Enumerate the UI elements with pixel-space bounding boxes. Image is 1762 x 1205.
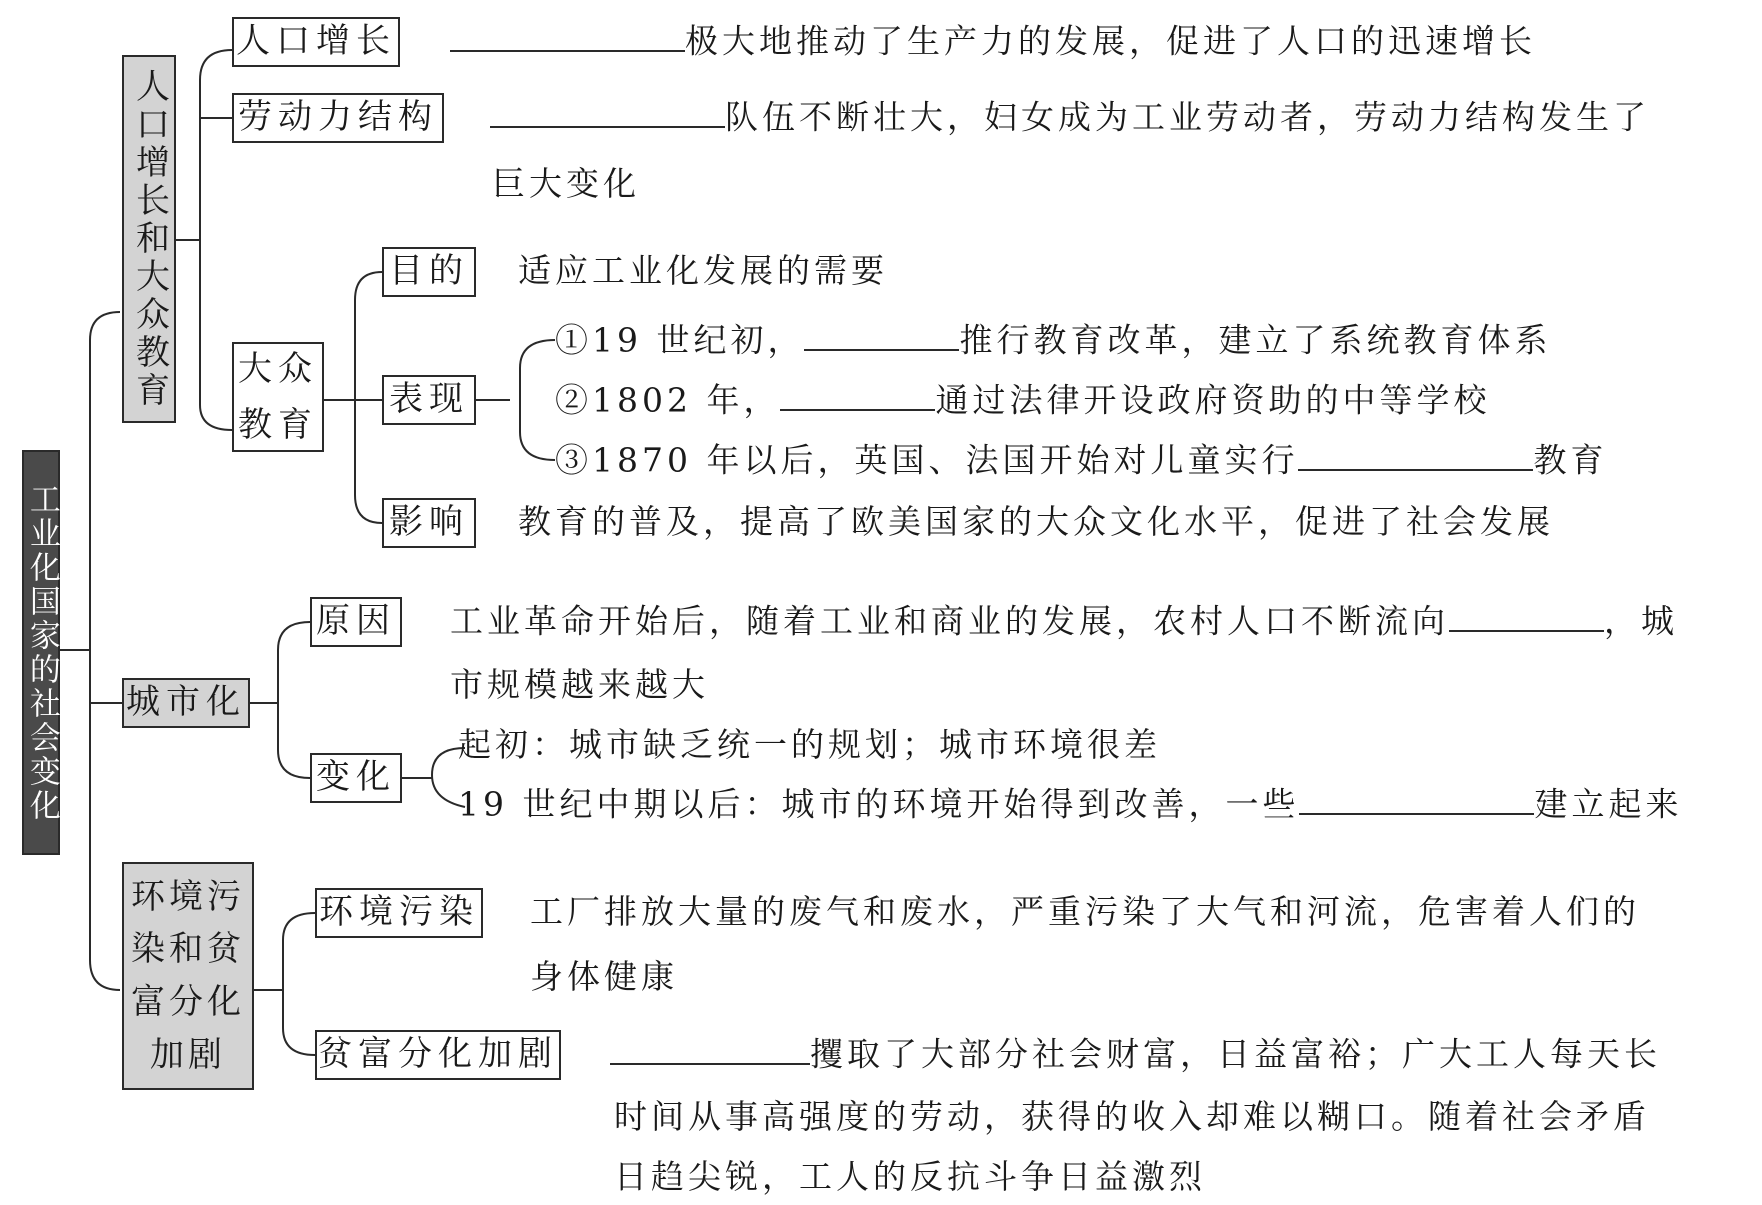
labor-structure-node <box>232 93 444 143</box>
cause-node <box>310 597 402 647</box>
cause-label: 原因 <box>316 601 396 642</box>
population-growth-label: 人口增长 <box>236 21 396 62</box>
fill-blank <box>804 323 959 351</box>
wealth-gap-label: 贫富分化加剧 <box>318 1034 558 1075</box>
wealth-gap-text-2: 时间从事高强度的劳动，获得的收入却难以糊口。随着社会矛盾 <box>614 1097 1650 1136</box>
fill-blank <box>490 100 725 128</box>
labor-structure-text-cont: 巨大变化 <box>492 164 640 203</box>
fill-blank <box>1299 787 1534 815</box>
manifestation-item-1: ①19 世纪初， 推行教育改革，建立了系统教育体系 <box>555 320 1552 360</box>
manifestation-item-3: ③1870 年以后，英国、法国开始对儿童实行 教育 <box>555 440 1608 480</box>
fill-blank <box>1298 443 1533 471</box>
pollution-text-2: 身体健康 <box>530 957 678 996</box>
fill-blank <box>1449 604 1604 632</box>
cause-text-1: 工业革命开始后，随着工业和商业的发展，农村人口不断流向 ，城 <box>450 601 1678 641</box>
labor-structure-text: 队伍不断壮大，妇女成为工业劳动者，劳动力结构发生了 <box>490 100 1650 133</box>
population-growth-text: 极大地推动了生产力的发展，促进了人口的迅速增长 <box>450 24 1536 57</box>
change-later-text: 19 世纪中期以后：城市的环境开始得到改善，一些 建立起来 <box>458 784 1683 824</box>
connector-pw-branch <box>283 913 315 1055</box>
impact-text: 教育的普及，提高了欧美国家的大众文化水平，促进了社会发展 <box>518 502 1554 541</box>
pollution-wealth-node <box>122 862 254 1090</box>
purpose-label: 目的 <box>389 251 469 292</box>
connector-items-branch <box>520 340 555 460</box>
mass-education-node <box>232 342 324 452</box>
change-node <box>310 753 402 803</box>
manifestation-item-2: ②1802 年， 通过法律开设政府资助的中等学校 <box>555 380 1491 420</box>
fill-blank <box>450 24 685 52</box>
impact-label: 影响 <box>389 502 469 543</box>
cause-text-2: 市规模越来越大 <box>450 665 709 704</box>
change-label: 变化 <box>316 757 396 798</box>
wealth-gap-text-1: 攫取了大部分社会财富，日益富裕；广大工人每天长 <box>610 1037 1661 1070</box>
mass-education-label-2: 教育 <box>238 405 318 445</box>
fill-blank <box>780 383 935 411</box>
pollution-node <box>315 888 483 938</box>
impact-node <box>382 498 476 548</box>
urbanization-label: 城市化 <box>126 682 246 723</box>
wealth-gap-node <box>315 1030 561 1080</box>
labor-structure-label: 劳动力结构 <box>238 97 438 138</box>
manifestation-label: 表现 <box>389 379 469 420</box>
connector-pe-branch <box>200 50 232 430</box>
purpose-text: 适应工业化发展的需要 <box>518 251 888 290</box>
connector-urban-branch <box>278 622 310 778</box>
urbanization-node <box>122 678 250 728</box>
pollution-wealth-label-4: 加剧 <box>150 1034 226 1075</box>
wealth-gap-text-3: 日趋尖锐，工人的反抗斗争日益激烈 <box>614 1157 1206 1196</box>
root-node <box>22 450 60 855</box>
pollution-wealth-label-1: 环境污 <box>131 876 245 917</box>
fill-blank <box>610 1037 810 1065</box>
manifestation-node <box>382 375 476 425</box>
purpose-node <box>382 247 476 297</box>
population-growth-node <box>232 17 400 67</box>
root-label: 工业化国家的社会变化 <box>23 482 60 823</box>
change-early-text: 起初：城市缺乏统一的规划；城市环境很差 <box>458 725 1161 764</box>
pollution-label: 环境污染 <box>319 892 479 933</box>
pollution-wealth-label-2: 染和贫 <box>131 929 245 970</box>
pollution-text-1: 工厂排放大量的废气和废水，严重污染了大气和河流，危害着人们的 <box>530 892 1640 931</box>
connector-edu-branch <box>355 272 382 523</box>
pollution-wealth-label-3: 富分化 <box>131 982 245 1022</box>
mass-education-label-1: 大众 <box>238 348 318 389</box>
connector-root-branch <box>90 312 120 990</box>
population-education-node <box>122 55 176 423</box>
population-education-label: 人口增长和大众教育 <box>129 68 170 410</box>
